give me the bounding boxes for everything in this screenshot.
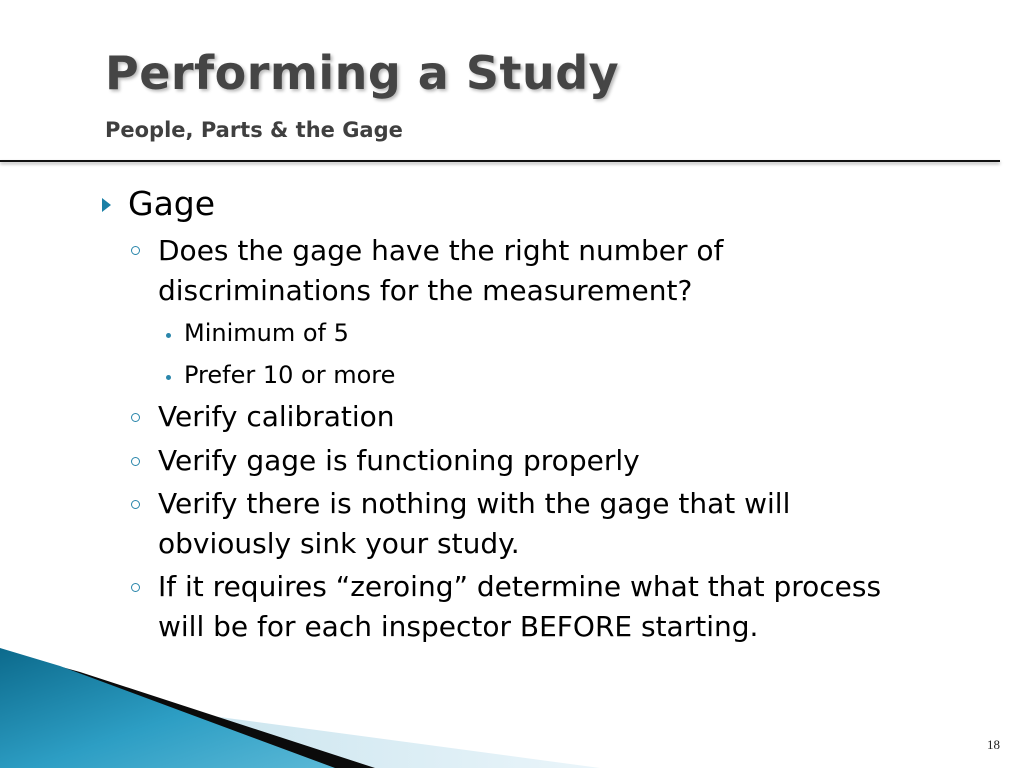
bullet-zeroing: If it requires “zeroing” determine what that process will be for each inspector BEFORE starting. <box>158 570 882 643</box>
bullet-minimum: Minimum of 5 <box>184 319 349 347</box>
bullet-calibration: Verify calibration <box>158 400 395 433</box>
bullet-nothing: Verify there is nothing with the gage that will obviously sink your study. <box>158 487 791 560</box>
slide-title: Performing a Study <box>105 46 620 100</box>
bullet-functioning: Verify gage is functioning properly <box>158 444 640 477</box>
page-number: 18 <box>987 737 1000 752</box>
blue-swoosh-shape <box>0 648 335 768</box>
slide-subtitle: People, Parts & the Gage <box>105 118 403 142</box>
bullet-prefer: Prefer 10 or more <box>184 361 396 389</box>
bullet-discriminations: Does the gage have the right number of discriminations for the measurement? <box>158 234 724 307</box>
bullet-gage: Gage <box>128 184 216 223</box>
